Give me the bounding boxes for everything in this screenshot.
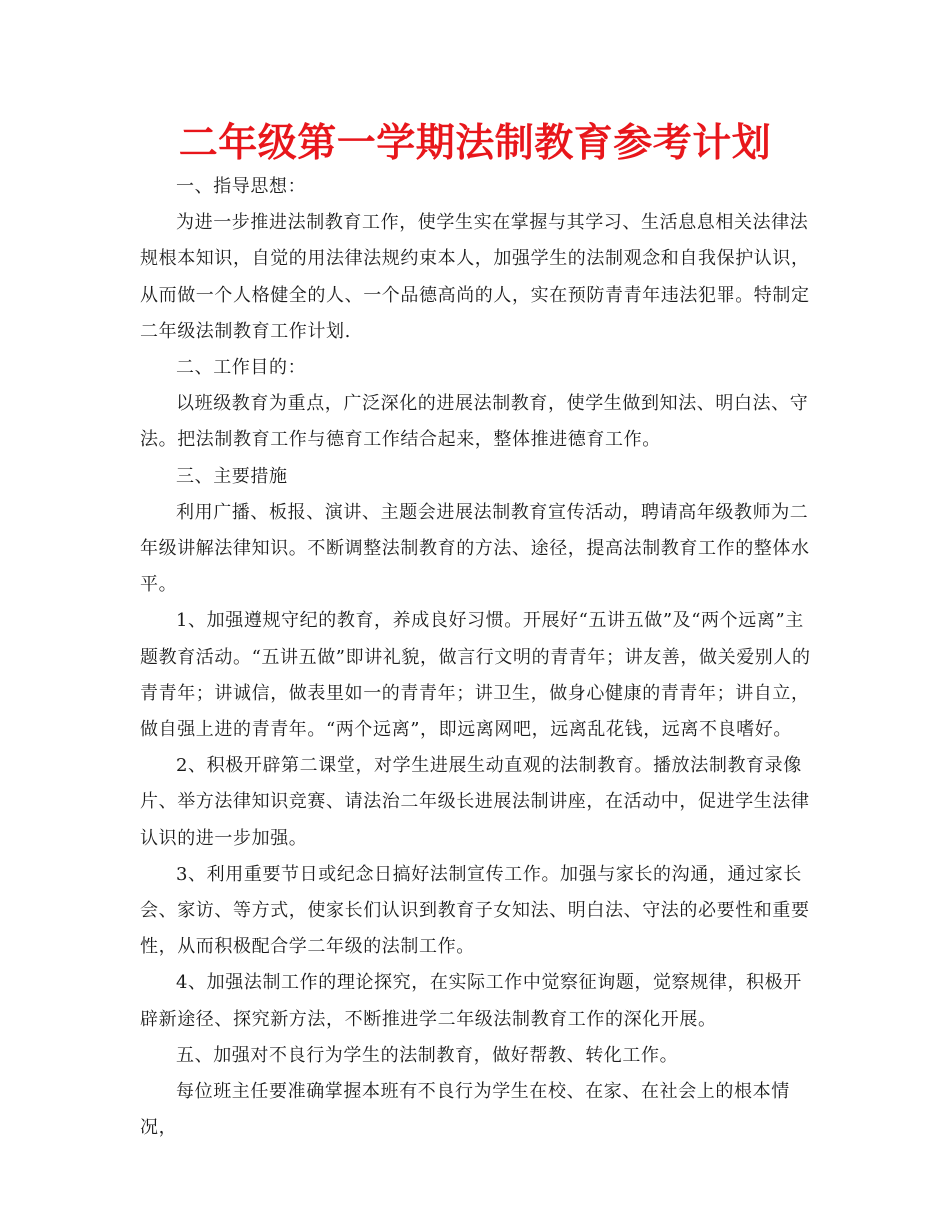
heading-main-measures: 三、主要措施 <box>176 465 288 487</box>
measure-item-3: 3、利用重要节日或纪念日搞好法制宣传工作。加强与家长的沟通，通过家长会、家访、等方式，使家长们认识到教育子女知法、明白法、守法的必要性和重要性，从而积极配合学二年级的法制工作。 <box>140 863 810 958</box>
document-body <box>140 169 812 1146</box>
measure-item-2: 2、积极开辟第二课堂，对学生进展生动直观的法制教育。播放法制教育录像片、举方法律知识竞赛、请法治二年级长进展法制讲座，在活动中，促进学生法律认识的进一步加强。 <box>140 755 810 849</box>
document-title: 二年级第一学期法制教育参考计划 <box>178 121 772 166</box>
heading-work-goals: 二、工作目的： <box>176 357 307 379</box>
paragraph-work-goals: 以班级教育为重点，广泛深化的进展法制教育，使学生做到知法、明白法、守法。把法制教育工作与德育工作结合起来，整体推进德育工作。 <box>140 393 809 451</box>
heading-guiding-ideology: 一、指导思想： <box>176 176 307 197</box>
paragraph-main-measures: 利用广播、板报、演讲、主题会进展法制教育宣传活动，聘请高年级教师为二年级讲解法律知识。不断调整法制教育的方法、途径，提高法制教育工作的整体水平。 <box>140 501 810 596</box>
paragraph-guiding-ideology: 为进一步推进法制教育工作，使学生实在掌握与其学习、生活息息相关法律法规根本知识，自觉的用法律法规约束本人，加强学生的法制观念和自我保护认识，从而做一个人格健全的人、一个品德高尚的人，实在预防青青年违法犯罪。特制定二年级法制教育工作计划. <box>140 212 810 342</box>
measure-item-4: 4、加强法制工作的理论探究，在实际工作中觉察征询题，觉察规律，积极开辟新途径、探究新方法，不断推进学二年级法制教育工作的深化开展。 <box>140 972 802 1030</box>
measure-item-1: 1、加强遵规守纪的教育，养成良好习惯。开展好“五讲五做”及“两个远离”主题教育活动。“五讲五做”即讲礼貌，做言行文明的青青年；讲友善，做关爱别人的青青年；讲诚信，做表里如一的青青年；讲卫生，做身心健康的青青年；讲自立，做自强上进的青青年。“两个远离”，即远离网吧，远离乱花钱，远离不良嗜好。 <box>140 610 811 741</box>
heading-section-five: 五、加强对不良行为学生的法制教育，做好帮教、转化工作。 <box>176 1044 679 1066</box>
paragraph-section-five: 每位班主任要准确掌握本班有不良行为学生在校、在家、在社会上的根本情况， <box>140 1081 790 1139</box>
